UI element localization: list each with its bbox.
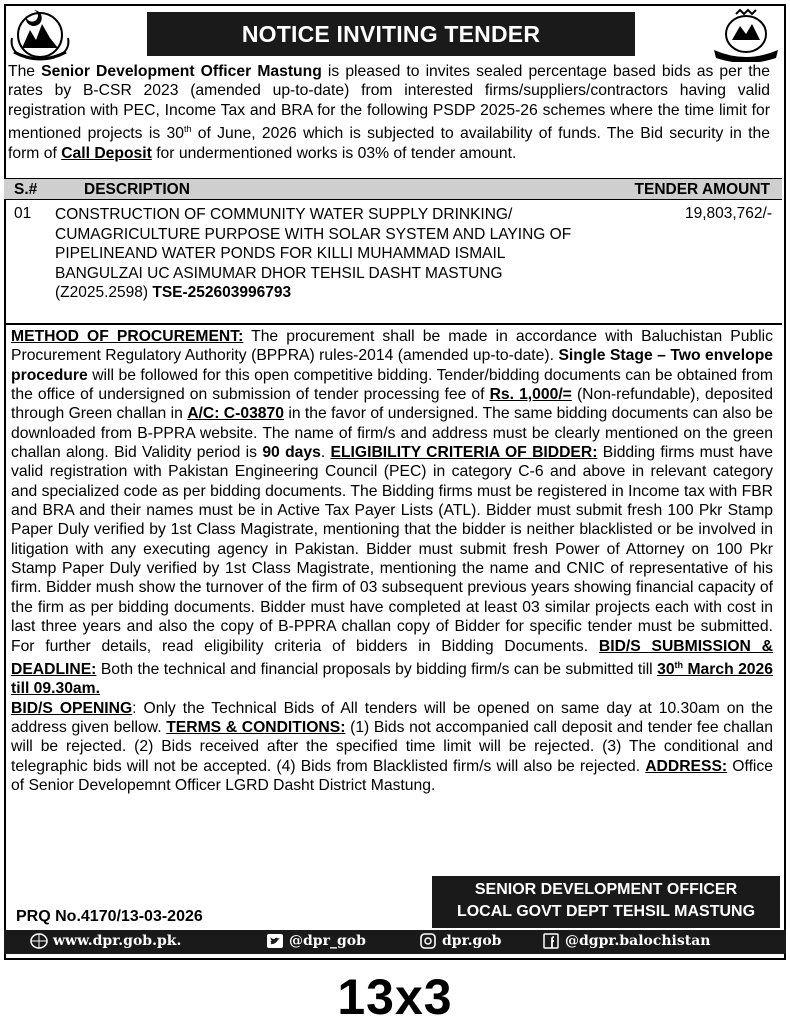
heading-procurement: METHOD OF PROCUREMENT: <box>11 328 244 345</box>
ad-size-label: 13x3 <box>337 969 453 1024</box>
social-item-twitter[interactable] <box>266 933 366 949</box>
body-text: in the favor of undersigned. The same bidding documents can also be downloaded from B-PPRA website. The name of firm/s and address must be clearly mentioned on the green challan along. Bid Validity period is <box>11 405 773 462</box>
body-text: Bidding firms must have valid registration with Pakistan Engineering Council (PEC) in category C-6 and above in relevant category and specialized code as per bidding documents. The Bidding firms must be registered in Income tax with FBR and BRA and their names must be in Active Tax Payer Lists (ATL). Bidder must submit fresh 100 Pkr Stamp Paper Duly verified by 1st Class Magistrate, mentioning that the bidder is neither blacklisted or be involved in litigation with any executing agency in Pakistan. Bidder must submit fresh Power of Attorney on 100 Pkr Stamp Paper Duly verified by 1st Class Magistrate, mentioning the name and CNIC of representative of his firm. Bidder mush show the turnover of the firm of 03 subsequent previous years showing financial capacity of the firm as per bidding documents. Bidder must have completed at least 03 similar projects each with cost in last three years and also the copy of B-PPRA challan copy of Bidder for specific tender must be submitted. For further details, read eligibility criteria of bidders in Bidding Documents. <box>11 444 773 655</box>
body-text: . <box>320 444 331 462</box>
website-text: www.dpr.gob.pk. <box>53 933 182 949</box>
signature-line-2: LOCAL GOVT DEPT TEHSIL MASTUNG <box>456 903 756 920</box>
twitter-icon <box>266 933 284 949</box>
row-amount: 19,803,762/- <box>684 205 772 222</box>
notice-title-bar <box>147 12 635 56</box>
globe-icon <box>30 933 48 949</box>
signature-box <box>432 876 780 928</box>
body-text: : Only the Technical Bids of All tenders will be opened on same day at 10.30am on the address given bellow. <box>11 699 773 737</box>
heading-eligibility: ELIGIBILITY CRITERIA OF BIDDER: <box>330 444 598 462</box>
body-text: (Non-refundable), deposited through Green challan in <box>11 386 774 423</box>
row-description-text: CONSTRUCTION OF COMMUNITY WATER SUPPLY DRINKING/ CUMAGRICULTURE PURPOSE WITH SOLAR SYSTEM AND LAYING OF PIPELINEAND WATER PONDS FOR KILLI MUHAMMAD ISMAIL BANGULZAI UC ASIMUMAR DHOR TEHSIL DASHT MASTUNG (Z2025.2598) <box>55 206 572 302</box>
intro-text: is pleased to invites sealed percentage based bids as per the rates by B-CSR 2023 (amended up-to-date) from interested firms/suppliers/contractors having valid registration with PEC, Income Tax and BRA for the following PSDP 2025-26 schemes where the time limit for mentioned projects is 30 <box>8 63 771 143</box>
header-description: DESCRIPTION <box>84 181 190 198</box>
deadline-sup: th <box>674 659 684 670</box>
body-paragraph <box>11 327 773 795</box>
section-divider <box>4 323 782 325</box>
twitter-text: @dpr_gob <box>289 933 366 949</box>
social-item-website[interactable] <box>30 933 181 949</box>
body-text: The procurement shall be made in accordance with Baluchistan Public Procurement Regulatory Authority (BPPRA) rules-2014 (amended up-to-date). <box>11 328 773 365</box>
validity-period: 90 days <box>262 444 321 462</box>
body-text: Office of Senior Developemnt Officer LGRD Dasht District Mastung. <box>11 757 773 795</box>
social-item-instagram[interactable] <box>419 933 501 949</box>
balochistan-emblem-icon <box>8 8 72 62</box>
social-footer <box>4 930 786 954</box>
table-header <box>4 178 782 200</box>
header-sn: S.# <box>14 181 38 198</box>
heading-submission: BID/S SUBMISSION & DEADLINE: <box>11 637 773 679</box>
row-description <box>55 205 575 303</box>
intro-sup: th <box>183 124 192 135</box>
procedure-bold: Single Stage – Two envelope procedure <box>11 347 774 384</box>
body-text: (1) Bids not accompanied call deposit and tender fee challan will be rejected. (2) Bids received after the specified time limit will be rejected. (3) The conditional and telegraphic bids will not be accepted. (4) Bids from Blacklisted firm/s will also be rejected. <box>11 719 773 775</box>
heading-address: ADDRESS: <box>645 757 728 775</box>
intro-text: of June, 2026 which is subjected to availability of funds. The Bid security in the form of <box>8 125 770 162</box>
intro-text: for undermentioned works is 03% of tender amount. <box>151 144 517 162</box>
header-amount: TENDER AMOUNT <box>634 181 770 198</box>
instagram-icon <box>419 933 437 949</box>
row-serial: 01 <box>14 205 32 222</box>
heading-terms: TERMS & CONDITIONS: <box>166 719 346 737</box>
local-govt-emblem-icon <box>710 8 782 62</box>
body-text: will be followed for this open competitive bidding. Tender/bidding documents can be obtained from the office of undersigned on submission of tender processing fee of <box>11 366 773 404</box>
signature-line-1: SENIOR DEVELOPMENT OFFICER <box>474 881 738 898</box>
notice-title: NOTICE INVITING TENDER <box>241 20 541 47</box>
social-item-facebook[interactable] <box>542 933 710 949</box>
prq-number: PRQ No.4170/13-03-2026 <box>16 908 203 925</box>
deadline-rest: March 2026 till 09.30am. <box>11 661 773 698</box>
body-text: Both the technical and financial proposals by bidding firm/s can be submitted till <box>96 661 658 679</box>
row-tse: TSE-252603996793 <box>152 284 292 302</box>
fee-amount: Rs. 1,000/= <box>489 386 572 404</box>
instagram-text: dpr.gob <box>442 933 502 949</box>
account-number: A/C: C-03870 <box>187 405 284 423</box>
intro-org: Senior Development Officer Mastung <box>41 63 322 80</box>
intro-paragraph <box>8 62 770 163</box>
facebook-icon <box>542 933 560 949</box>
heading-opening: BID/S OPENING <box>11 699 133 717</box>
intro-text: The <box>8 63 42 80</box>
intro-deposit: Call Deposit <box>61 144 152 162</box>
deadline-day: 30 <box>657 661 675 679</box>
facebook-text: @dgpr.balochistan <box>565 933 711 949</box>
